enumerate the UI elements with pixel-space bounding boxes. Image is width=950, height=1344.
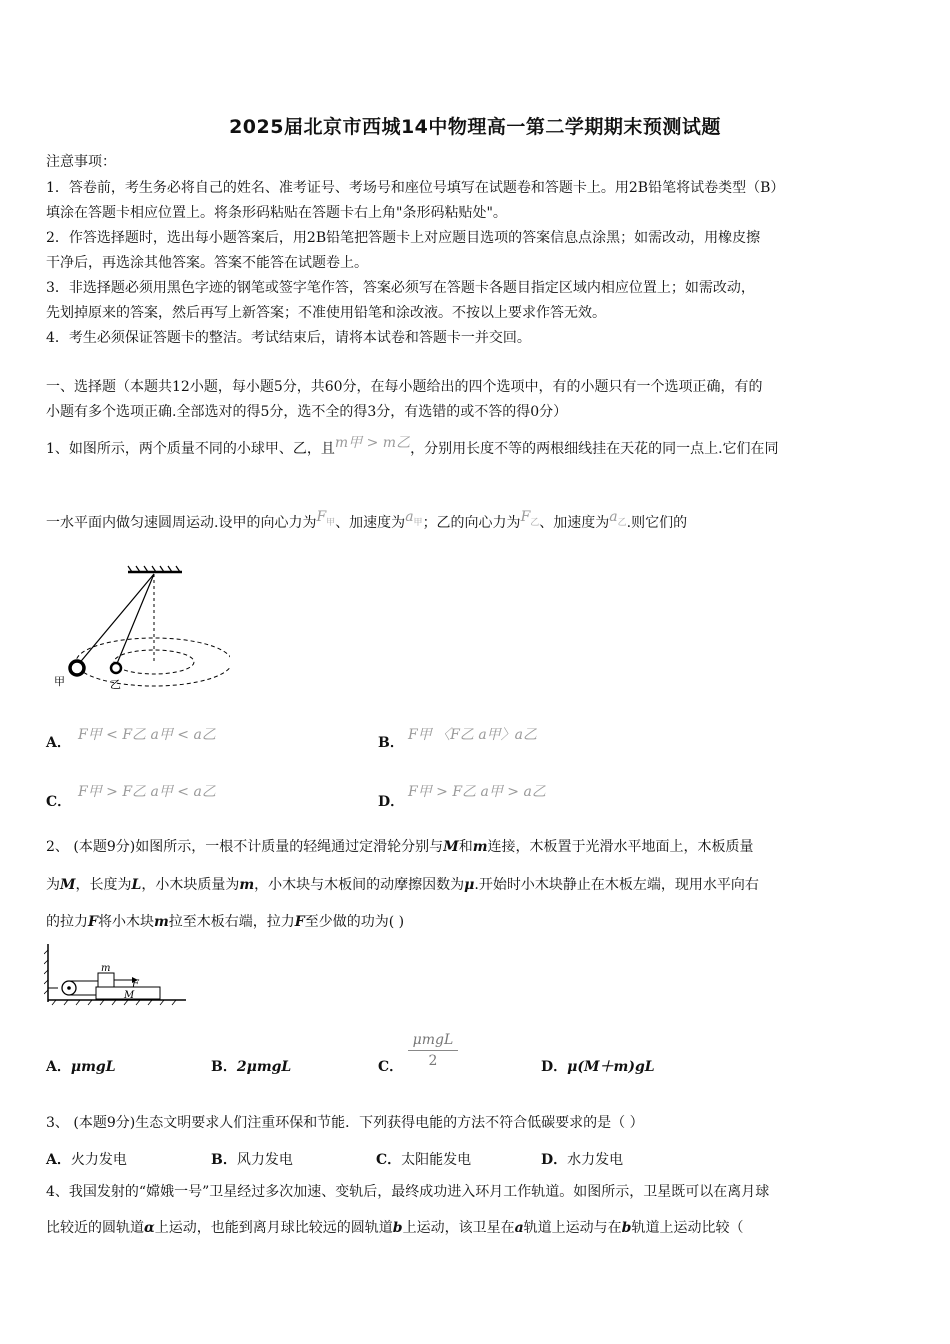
q2-text: 将小木块	[97, 914, 154, 930]
q2-var: m	[239, 877, 255, 893]
q1-accel-yi: $a_乙$	[609, 509, 627, 528]
q4-text: 比较近的圆轨道	[46, 1220, 144, 1236]
q2-text: 至少做的功为( )	[304, 914, 405, 930]
pulley-axle	[67, 986, 71, 990]
option-key: B．	[211, 1152, 237, 1168]
option-key: C．	[46, 794, 72, 810]
q1-option-d[interactable]	[378, 791, 404, 811]
q3-stem: 3、 (本题9分)生态文明要求人们注重环保和节能．下列获得电能的方法不符合低碳要求的是（ ）	[46, 1115, 644, 1131]
q4-var: a	[514, 1220, 524, 1236]
q2-option-a[interactable]	[46, 1056, 116, 1076]
label-jia: 甲	[54, 675, 65, 688]
q1-option-b-expr: F甲 〈F乙 a甲〉a乙	[408, 727, 538, 743]
notice-line: 2．作答选择题时，选出每小题答案后，用2B铅笔把答题卡上对应题目选项的答案信息点涂黑；如需改动，用橡皮擦	[46, 230, 761, 246]
q2-text: ，长度为	[75, 877, 132, 893]
option-key: B．	[378, 735, 404, 751]
q1-accel-jia: $a_甲$	[405, 509, 423, 528]
q2-text: 为	[46, 877, 60, 893]
q4-var: b	[392, 1220, 403, 1236]
fraction-numerator: μmgL	[412, 1032, 454, 1048]
q1-stem-line2	[46, 509, 688, 538]
q1-option-c[interactable]	[46, 791, 71, 811]
q2-var: m	[472, 839, 488, 855]
q1-text: 、加速度为	[335, 515, 406, 531]
option-key: A．	[46, 1059, 71, 1075]
option-text: 风力发电	[236, 1152, 293, 1168]
q1-stem-line1	[46, 435, 779, 458]
page-title: 2025届北京市西城14中物理高一第二学期期末预测试题	[229, 116, 721, 138]
q2-text: 和	[458, 839, 473, 855]
q1-text: 、加速度为	[539, 515, 610, 531]
q1-option-d-expr: F甲 > F乙 a甲 > a乙	[408, 784, 546, 800]
q1-text: ；乙的向心力为	[422, 515, 521, 531]
q2-option-c[interactable]	[378, 1056, 403, 1076]
q2-option-d[interactable]	[541, 1056, 655, 1076]
q1-option-c-expr: F甲 > F乙 a甲 < a乙	[78, 784, 216, 800]
ball-yi	[111, 663, 121, 673]
q3-option-d[interactable]	[541, 1149, 623, 1169]
q3-option-b[interactable]	[211, 1149, 293, 1169]
q2-option-c-fraction	[408, 1032, 458, 1069]
string-yi	[116, 574, 154, 666]
q2-var: L	[131, 877, 142, 893]
q1-option-a[interactable]	[46, 732, 71, 752]
q2-stem-line2	[46, 876, 759, 894]
option-text: μ(M＋m)gL	[567, 1059, 655, 1075]
notice-line: 3．非选择题必须用黑色字迹的钢笔或签字笔作答，答案必须写在答题卡各题目指定区域内相应位置上；如需改动，	[46, 280, 755, 296]
q4-var: b	[621, 1220, 632, 1236]
option-key: A．	[46, 1152, 71, 1168]
q3-option-c[interactable]	[376, 1149, 471, 1169]
option-text: 太阳能发电	[401, 1152, 472, 1168]
notice-line: 填涂在答题卡相应位置上。将条形码粘贴在答题卡右上角"条形码粘贴处"。	[46, 205, 507, 221]
option-key: D．	[541, 1152, 568, 1168]
q1-pendulum-figure	[50, 562, 230, 692]
fraction-bar	[408, 1050, 458, 1051]
section-heading: 一、选择题（本题共12小题，每小题5分，共60分，在每小题给出的四个选项中，有的小题只有一个选项正确，有的	[46, 379, 763, 395]
option-text: 水力发电	[567, 1152, 624, 1168]
q1-mass-condition: m甲 > m乙	[334, 435, 411, 451]
q2-stem-line3	[46, 913, 404, 931]
q3-option-a[interactable]	[46, 1149, 127, 1169]
q1-force-jia: $F_甲$	[316, 509, 336, 528]
q1-text: .则它们的	[626, 515, 688, 531]
option-text: 2μmgL	[236, 1059, 292, 1075]
q4-text: 上运动，该卫星在	[402, 1220, 515, 1236]
string-jia	[77, 574, 154, 666]
q2-text: 连接，木板置于光滑水平地面上，木板质量	[487, 839, 754, 855]
label-m: m	[101, 963, 111, 974]
q4-text: 轨道上运动比较（	[631, 1220, 744, 1236]
q1-force-yi: $F_乙$	[520, 509, 540, 528]
q2-text: 的拉力	[46, 914, 88, 930]
q2-pulley-figure	[44, 942, 190, 1006]
q4-stem-line2	[46, 1219, 743, 1237]
q2-option-b[interactable]	[211, 1056, 291, 1076]
label-F: F	[132, 979, 139, 990]
q2-var: F	[294, 914, 305, 930]
option-text: μmgL	[70, 1059, 116, 1075]
label-M: M	[124, 990, 135, 1001]
q4-stem-line1: 4、我国发射的“嫦娥一号”卫星经过多次加速、变轨后，最终成功进入环月工作轨道。如图所示，卫星既可以在离月球	[46, 1184, 770, 1200]
q2-text: 拉至木板右端，拉力	[168, 914, 295, 930]
ball-jia	[70, 661, 84, 675]
q2-var: m	[153, 914, 169, 930]
q1-option-a-expr: F甲 < F乙 a甲 < a乙	[78, 727, 216, 743]
notice-line: 1．答卷前，考生务必将自己的姓名、准考证号、考场号和座位号填写在试题卷和答题卡上。用2B铅笔将试卷类型（B）	[46, 180, 785, 196]
label-yi: 乙	[110, 678, 121, 691]
option-key: C．	[376, 1152, 402, 1168]
q4-text: 上运动，也能到离月球比较远的圆轨道	[154, 1220, 393, 1236]
q4-var: α	[144, 1220, 155, 1236]
option-key: A．	[46, 735, 71, 751]
option-key: B．	[211, 1059, 237, 1075]
q2-text: ，小木块质量为	[141, 877, 240, 893]
option-text: 火力发电	[70, 1152, 127, 1168]
option-key: D．	[378, 794, 405, 810]
q4-text: 轨道上运动与在	[523, 1220, 622, 1236]
block-m	[98, 973, 114, 987]
section-heading: 小题有多个选项正确.全部选对的得5分，选不全的得3分，有选错的或不答的得0分）	[46, 404, 568, 420]
q2-var: M	[60, 877, 76, 893]
q2-text: ，小木块与木板间的动摩擦因数为	[254, 877, 465, 893]
q2-var: F	[88, 914, 98, 930]
q2-text: 2、 (本题9分)如图所示，一根不计质量的轻绳通过定滑轮分别与	[46, 839, 444, 855]
q2-stem-line1	[46, 838, 754, 856]
notice-line: 4．考生必须保证答题卡的整洁。考试结束后，请将本试卷和答题卡一并交回。	[46, 330, 531, 346]
q1-text: 一水平面内做匀速圆周运动.设甲的向心力为	[46, 515, 317, 531]
orbit-jia	[76, 638, 230, 686]
q2-var: M	[443, 839, 459, 855]
q1-text: ，分别用长度不等的两根细线挂在天花的同一点上.它们在同	[410, 441, 779, 457]
option-key: C．	[378, 1059, 404, 1075]
notice-line: 干净后，再选涂其他答案。答案不能答在试题卷上。	[46, 255, 368, 271]
q2-text: .开始时小木块静止在木板左端，现用水平向右	[474, 877, 759, 893]
fraction-denominator: 2	[428, 1053, 438, 1069]
q1-text: 1、如图所示，两个质量不同的小球甲、乙，且	[46, 441, 335, 457]
notice-line: 先划掉原来的答案，然后再写上新答案；不准使用铅笔和涂改液。不按以上要求作答无效。	[46, 305, 606, 321]
option-key: D．	[541, 1059, 568, 1075]
q2-var: μ	[464, 877, 475, 893]
notice-heading: 注意事项：	[46, 154, 116, 170]
q1-option-b[interactable]	[378, 732, 404, 752]
